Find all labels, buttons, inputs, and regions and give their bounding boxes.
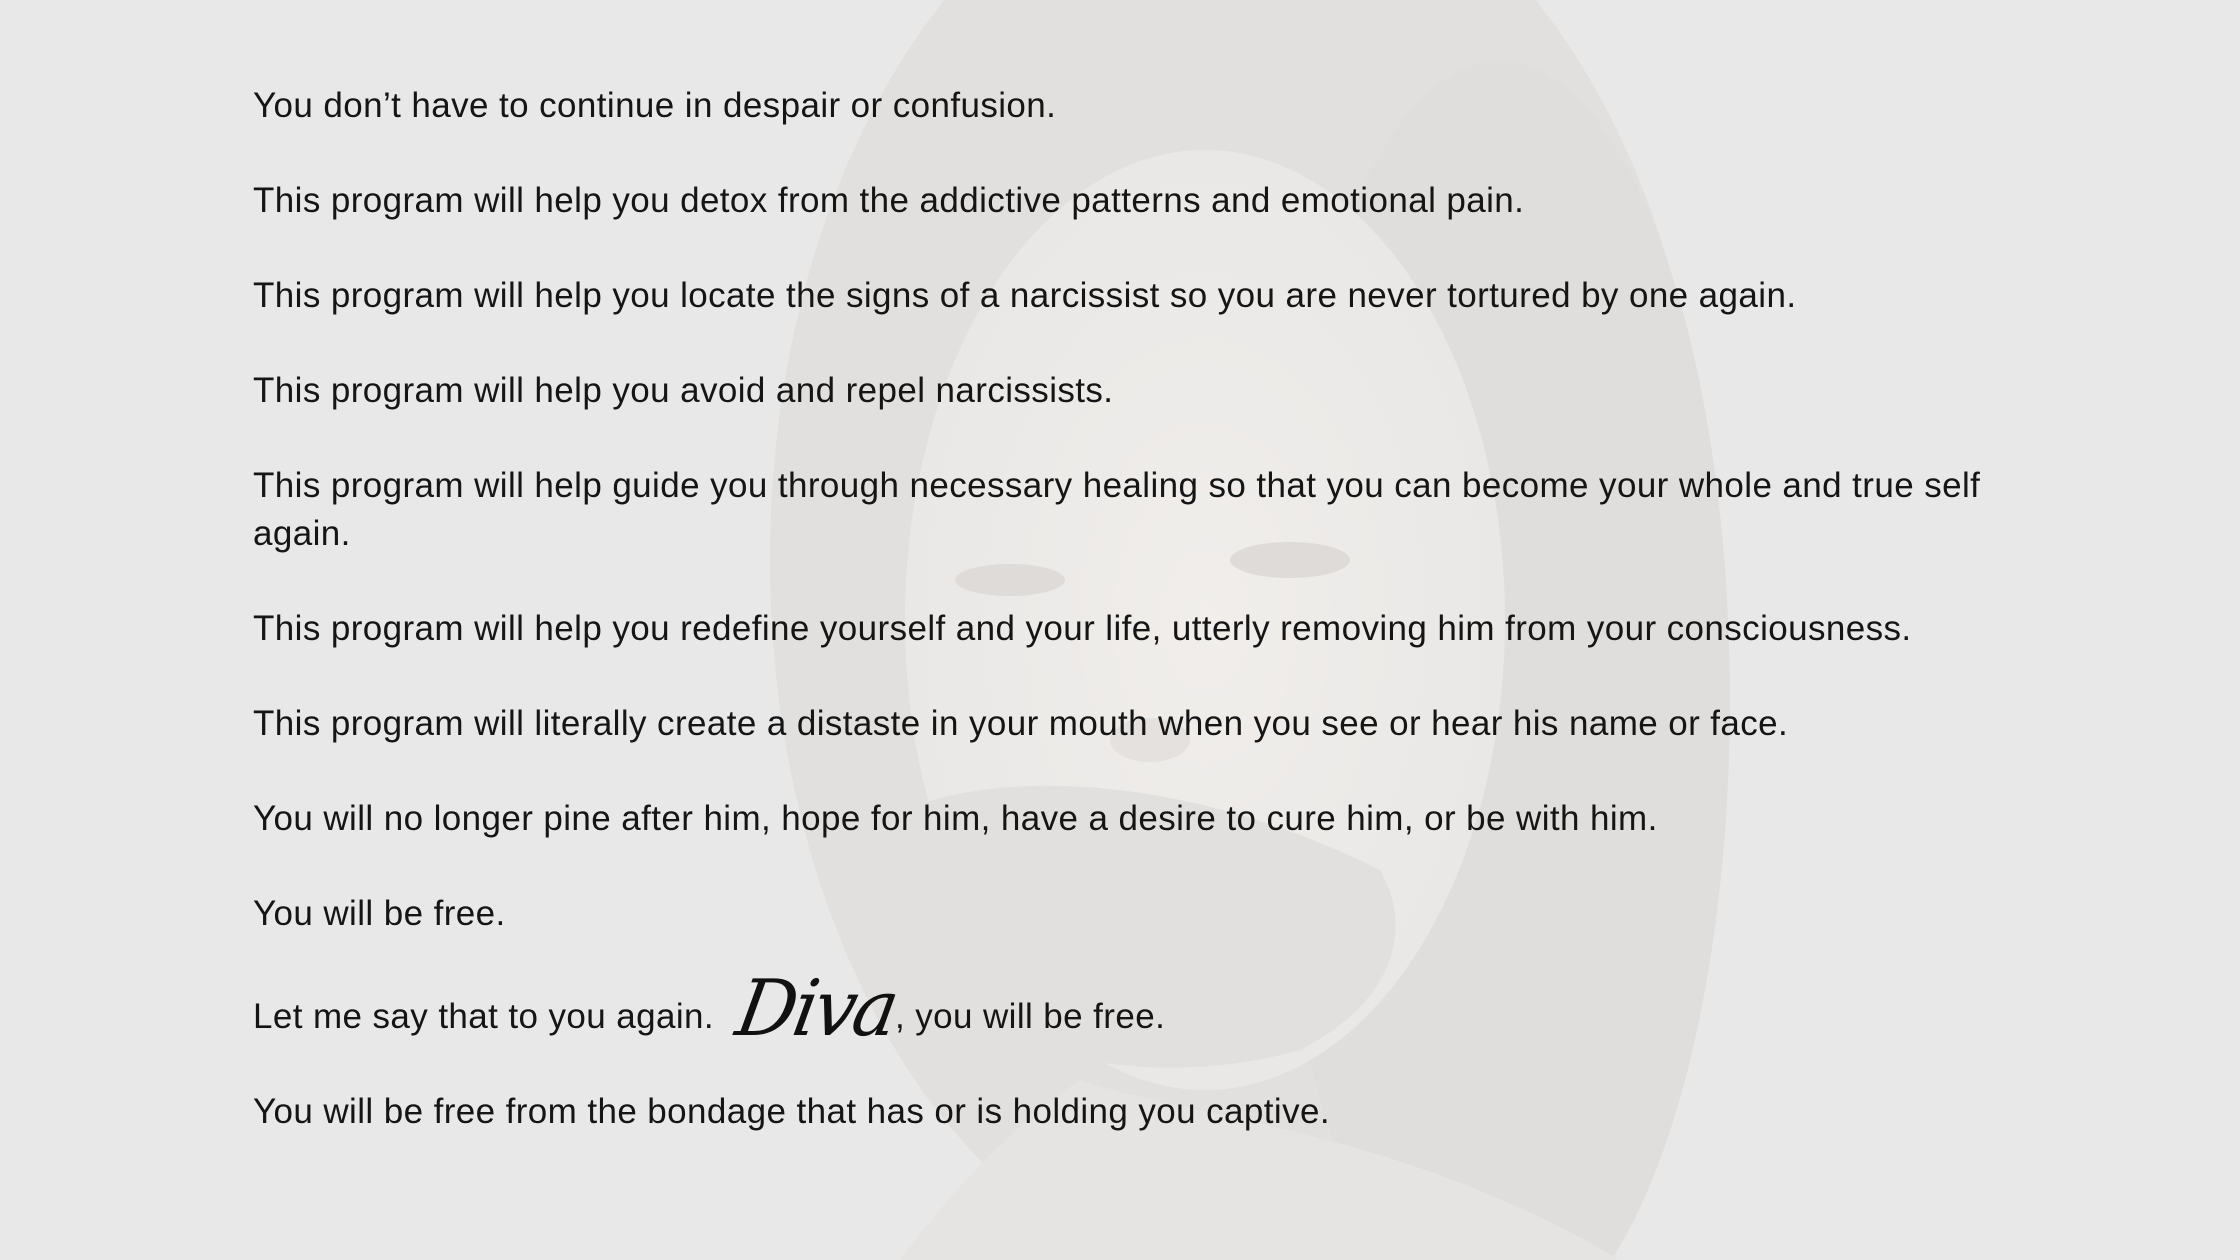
paragraph-9: You will be free. bbox=[253, 894, 506, 933]
repeat-line-after: , you will be free. bbox=[894, 997, 1166, 1036]
paragraph-3: This program will help you locate the signs of a narcissist so you are never tortured by one again. bbox=[253, 276, 1797, 315]
closing-paragraph: You will be free from the bondage that has or is holding you captive. bbox=[253, 1092, 1330, 1131]
letter-body bbox=[253, 82, 1993, 1183]
paragraph-2: This program will help you detox from the addictive patterns and emotional pain. bbox=[253, 181, 1525, 220]
diva-signature: Diva bbox=[730, 963, 903, 1055]
paragraph-6: This program will help you redefine yourself and your life, utterly removing him from your consciousness. bbox=[253, 609, 1912, 648]
repeat-line bbox=[253, 963, 1993, 1055]
repeat-line-before: Let me say that to you again. bbox=[253, 997, 715, 1036]
paragraph-8: You will no longer pine after him, hope for him, have a desire to cure him, or be with him. bbox=[253, 799, 1658, 838]
paragraph-4: This program will help you avoid and repel narcissists. bbox=[253, 371, 1114, 410]
paragraph-7: This program will literally create a distaste in your mouth when you see or hear his name or face. bbox=[253, 704, 1789, 743]
paragraph-1: You don’t have to continue in despair or confusion. bbox=[253, 86, 1057, 125]
paragraph-5: This program will help guide you through necessary healing so that you can become your whole and true self again. bbox=[253, 466, 1981, 553]
